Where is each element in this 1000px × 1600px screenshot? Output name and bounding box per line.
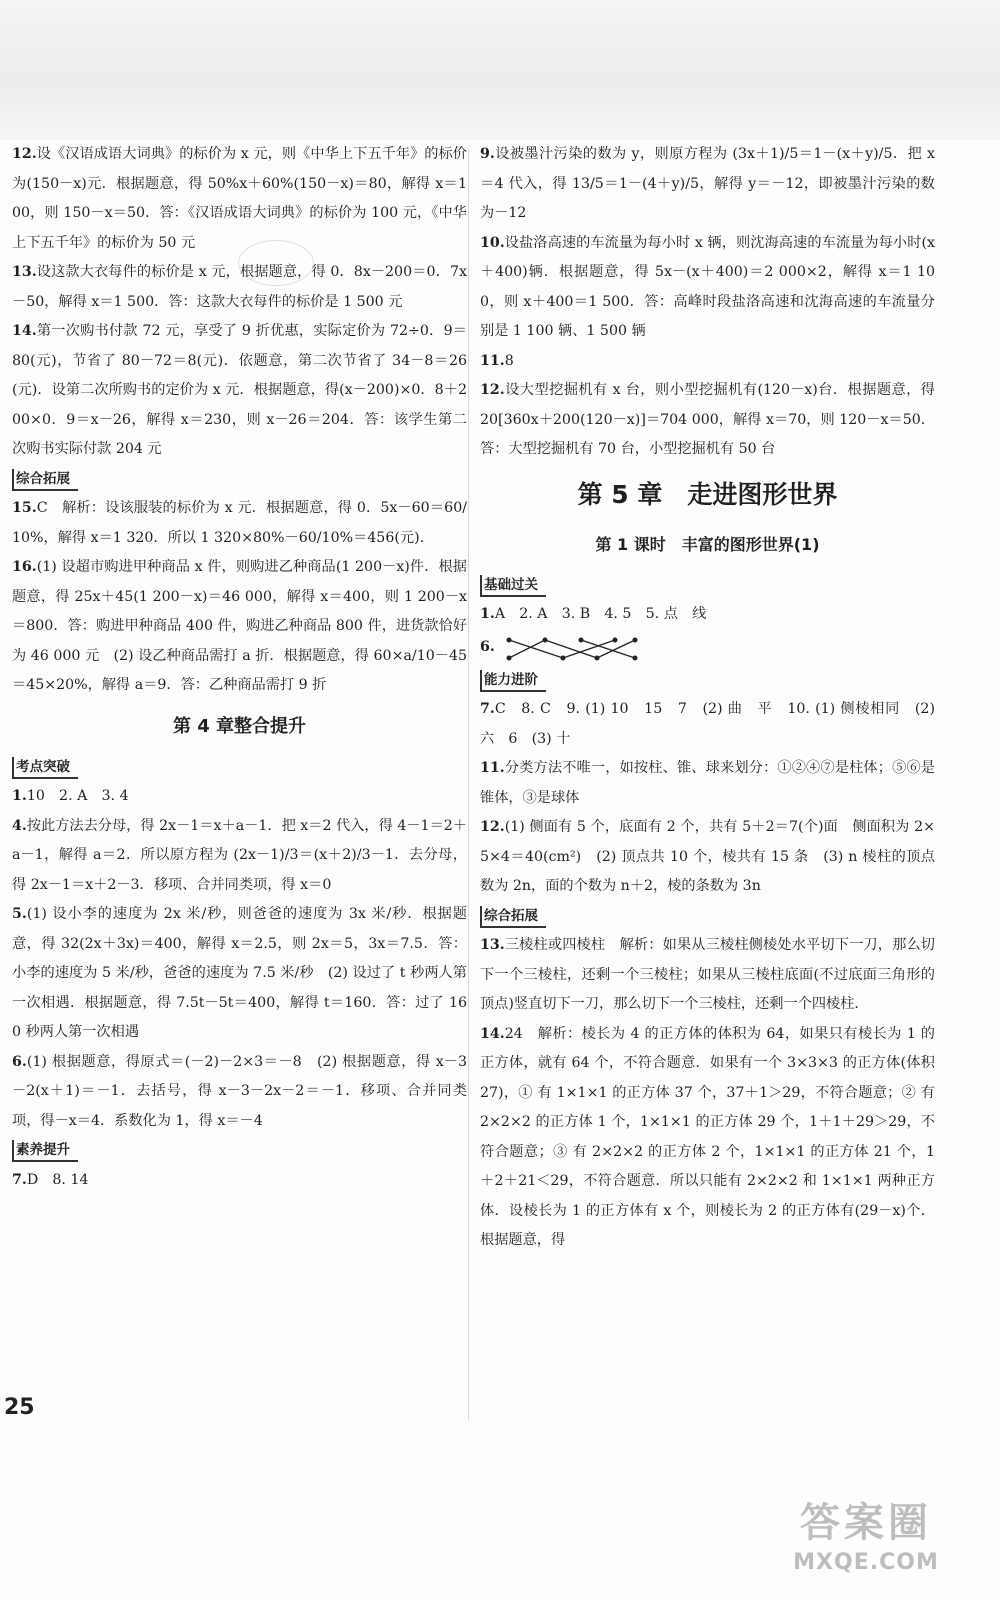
answer-7-10-right: 7.C 8. C 9. (1) 10 15 7 (2) 曲 平 10. (1) 侧棱相同 (2) 六 6 (3) 十: [480, 701, 935, 747]
watermark-url: MXQE.COM: [793, 1550, 939, 1575]
section-tag-jichu: 基础过关: [480, 575, 546, 597]
section-tag-zonghe-right: 综合拓展: [480, 906, 546, 928]
answer-13-left: 13.设这款大衣每件的标价是 x 元，根据题意，得 0．8x－200＝0．7x－50，解得 x＝1 500．答：这款大衣每件的标价是 1 500 元: [12, 264, 467, 310]
section-tag-nengli: 能力进阶: [480, 670, 546, 692]
watermark-logo-text: 答案圈: [800, 1500, 932, 1546]
answer-5-left: 5.(1) 设小李的速度为 2x 米/秒，则爸爸的速度为 3x 米/秒．根据题意，得 32(2x＋3x)＝400，解得 x＝2.5，则 2x＝5，3x＝7.5．答：小李的速度为 5 米/秒，爸爸的速度为 7.5 米/秒 (2) 设过了 t 秒两人第一次相遇．根据题意，得 7.5t－5t＝400，解得 t＝160．答：过了 160 秒两人第一次相遇: [12, 906, 467, 1040]
answer-1-3-left: 1.10 2. A 3. 4: [12, 788, 129, 804]
scan-top-band: [0, 0, 1000, 140]
lesson-title: 第 1 课时 丰富的图形世界(1): [595, 534, 820, 554]
answer-9-right: 9.设被墨汁污染的数为 y，则原方程为 (3x＋1)/5＝1－(x＋y)/5．把 x＝4 代入，得 13/5＝1－(4＋y)/5，解得 y＝－12，即被墨汁污染的数为－12: [480, 146, 935, 221]
answer-11-right: 11.8: [480, 352, 514, 369]
left-column: [12, 140, 467, 1195]
answer-4-left: 4.按此方法去分母，得 2x－1＝x＋a－1．把 x＝2 代入，得 4－1＝2＋a－1，解得 a＝2．所以原方程为 (2x－1)/3＝(x＋2)/3－1．去分母，得 2x－1＝x＋2－3．移项、合并同类项，得 x＝0: [12, 817, 467, 893]
chapter-4-title: 第 4 章整合提升: [172, 715, 307, 737]
section-tag-kaodian: 考点突破: [12, 757, 78, 779]
right-column: [480, 140, 935, 1256]
answer-6-label: 6.: [480, 638, 495, 655]
column-divider: [468, 150, 469, 1420]
answer-14-left: 14.第一次购书付款 72 元，享受了 9 折优惠，实际定价为 72÷0．9＝80(元)，节省了 80－72＝8(元)．依题意，第二次节省了 34－8＝26(元)．设第二次所购书的定价为 x 元．根据题意，得(x－200)×0．8＋200×0．9＝x－26，解得 x＝230，则 x－26＝204．答：该学生第二次购书实际付款 204 元: [12, 323, 467, 457]
answer-16-left: 16.(1) 设超市购进甲种商品 x 件，则购进乙种商品(1 200－x)件．根据题意，得 25x＋45(1 200－x)＝46 000，解得 x＝400，则 1 200－x＝800．答：购进甲种商品 400 件，购进乙种商品 800 件，进货款恰好为 46 000 元 (2) 设乙种商品需打 a 折．根据题意，得 60×a/10－45＝45×20%，解得 a＝9．答：乙种商品需打 9 折: [12, 559, 467, 693]
page-number: 25: [4, 1395, 35, 1420]
answer-6-figure: [480, 630, 935, 666]
answer-12-right: 12.设大型挖掘机有 x 台，则小型挖掘机有(120－x)台．根据题意，得 20[360x＋200(120－x)]＝704 000，解得 x＝70，则 120－x＝50．答：大型挖掘机有 70 台，小型挖掘机有 50 台: [480, 382, 935, 457]
answer-14-right: 14.24 解析：棱长为 4 的正方体的体积为 64，如果只有棱长为 1 的正方体，就有 64 个，不符合题意．如果有一个 3×3×3 的正方体(体积 27)，① 有 1×1×1 的正方体 37 个，37＋1＞29，不符合题意；② 有 2×2×2 的正方体 1 个，1×1×1 的正方体 29 个，1＋1＋29＞29，不符合题意；③ 有 2×2×2 的正方体 2 个，1×1×1 的正方体 21 个，1＋2＋21＜29，不符合题意．所以只能有 2×2×2 和 1×1×1 两种正方体．设棱长为 1 的正方体有 x 个，则棱长为 2 的正方体有(29－x)个．根据题意，得: [480, 1025, 935, 1248]
chapter-5-title: 第 5 章 走进图形世界: [577, 479, 838, 509]
answer-15-left: 15.C 解析：设该服装的标价为 x 元．根据题意，得 0．5x－60＝60/10%，解得 x＝1 320．所以 1 320×80%－60/10%＝456(元)．: [12, 500, 467, 546]
answer-6-left: 6.(1) 根据题意，得原式＝(－2)－2×3＝－8 (2) 根据题意，得 x－3－2(x＋1)＝－1．去括号，得 x－3－2x－2＝－1．移项、合并同类项，得－x＝4．系数化为 1，得 x＝－4: [12, 1053, 467, 1129]
matching-lines-figure: [505, 632, 645, 664]
answer-13-right: 13.三棱柱或四棱柱 解析：如果从三棱柱侧棱处水平切下一刀，那么切下一个三棱柱，还剩一个三棱柱；如果从三棱柱底面(不过底面三角形的顶点)竖直切下一刀，那么切下一个三棱柱，还剩一个四棱柱．: [480, 937, 935, 1012]
section-tag-zonghe: 综合拓展: [12, 469, 78, 491]
section-tag-suyang: 素养提升: [12, 1140, 78, 1162]
site-watermark: [746, 1498, 986, 1588]
answer-1-5-right: 1.A 2. A 3. B 4. 5 5. 点 线: [480, 606, 707, 622]
answer-12-right-b: 12.(1) 侧面有 5 个，底面有 2 个，共有 5＋2＝7(个)面 侧面积为 2×5×4＝40(cm²) (2) 顶点共 10 个，棱共有 15 条 (3) n 棱柱的顶点数为 2n，面的个数为 n＋2，棱的条数为 3n: [480, 819, 935, 894]
answer-11-right-b: 11.分类方法不唯一，如按柱、锥、球来划分：①②④⑦是柱体；⑤⑥是锥体，③是球体: [480, 760, 935, 806]
answer-10-right: 10.设盐洛高速的车流量为每小时 x 辆，则沈海高速的车流量为每小时(x＋400)辆．根据题意，得 5x－(x＋400)＝2 000×2，解得 x＝1 100，则 x＋400＝1 500．答：高峰时段盐洛高速和沈海高速的车流量分别是 1 100 辆、1 500 辆: [480, 234, 935, 339]
answer-7-8-left: 7.D 8. 14: [12, 1171, 89, 1188]
answer-12-left: 12.设《汉语成语大词典》的标价为 x 元，则《中华上下五千年》的标价为(150－x)元．根据题意，得 50%x＋60%(150－x)＝80，解得 x＝100，则 150－x＝50．答：《汉语成语大词典》的标价为 100 元，《中华上下五千年》的标价为 50 元: [12, 146, 467, 251]
